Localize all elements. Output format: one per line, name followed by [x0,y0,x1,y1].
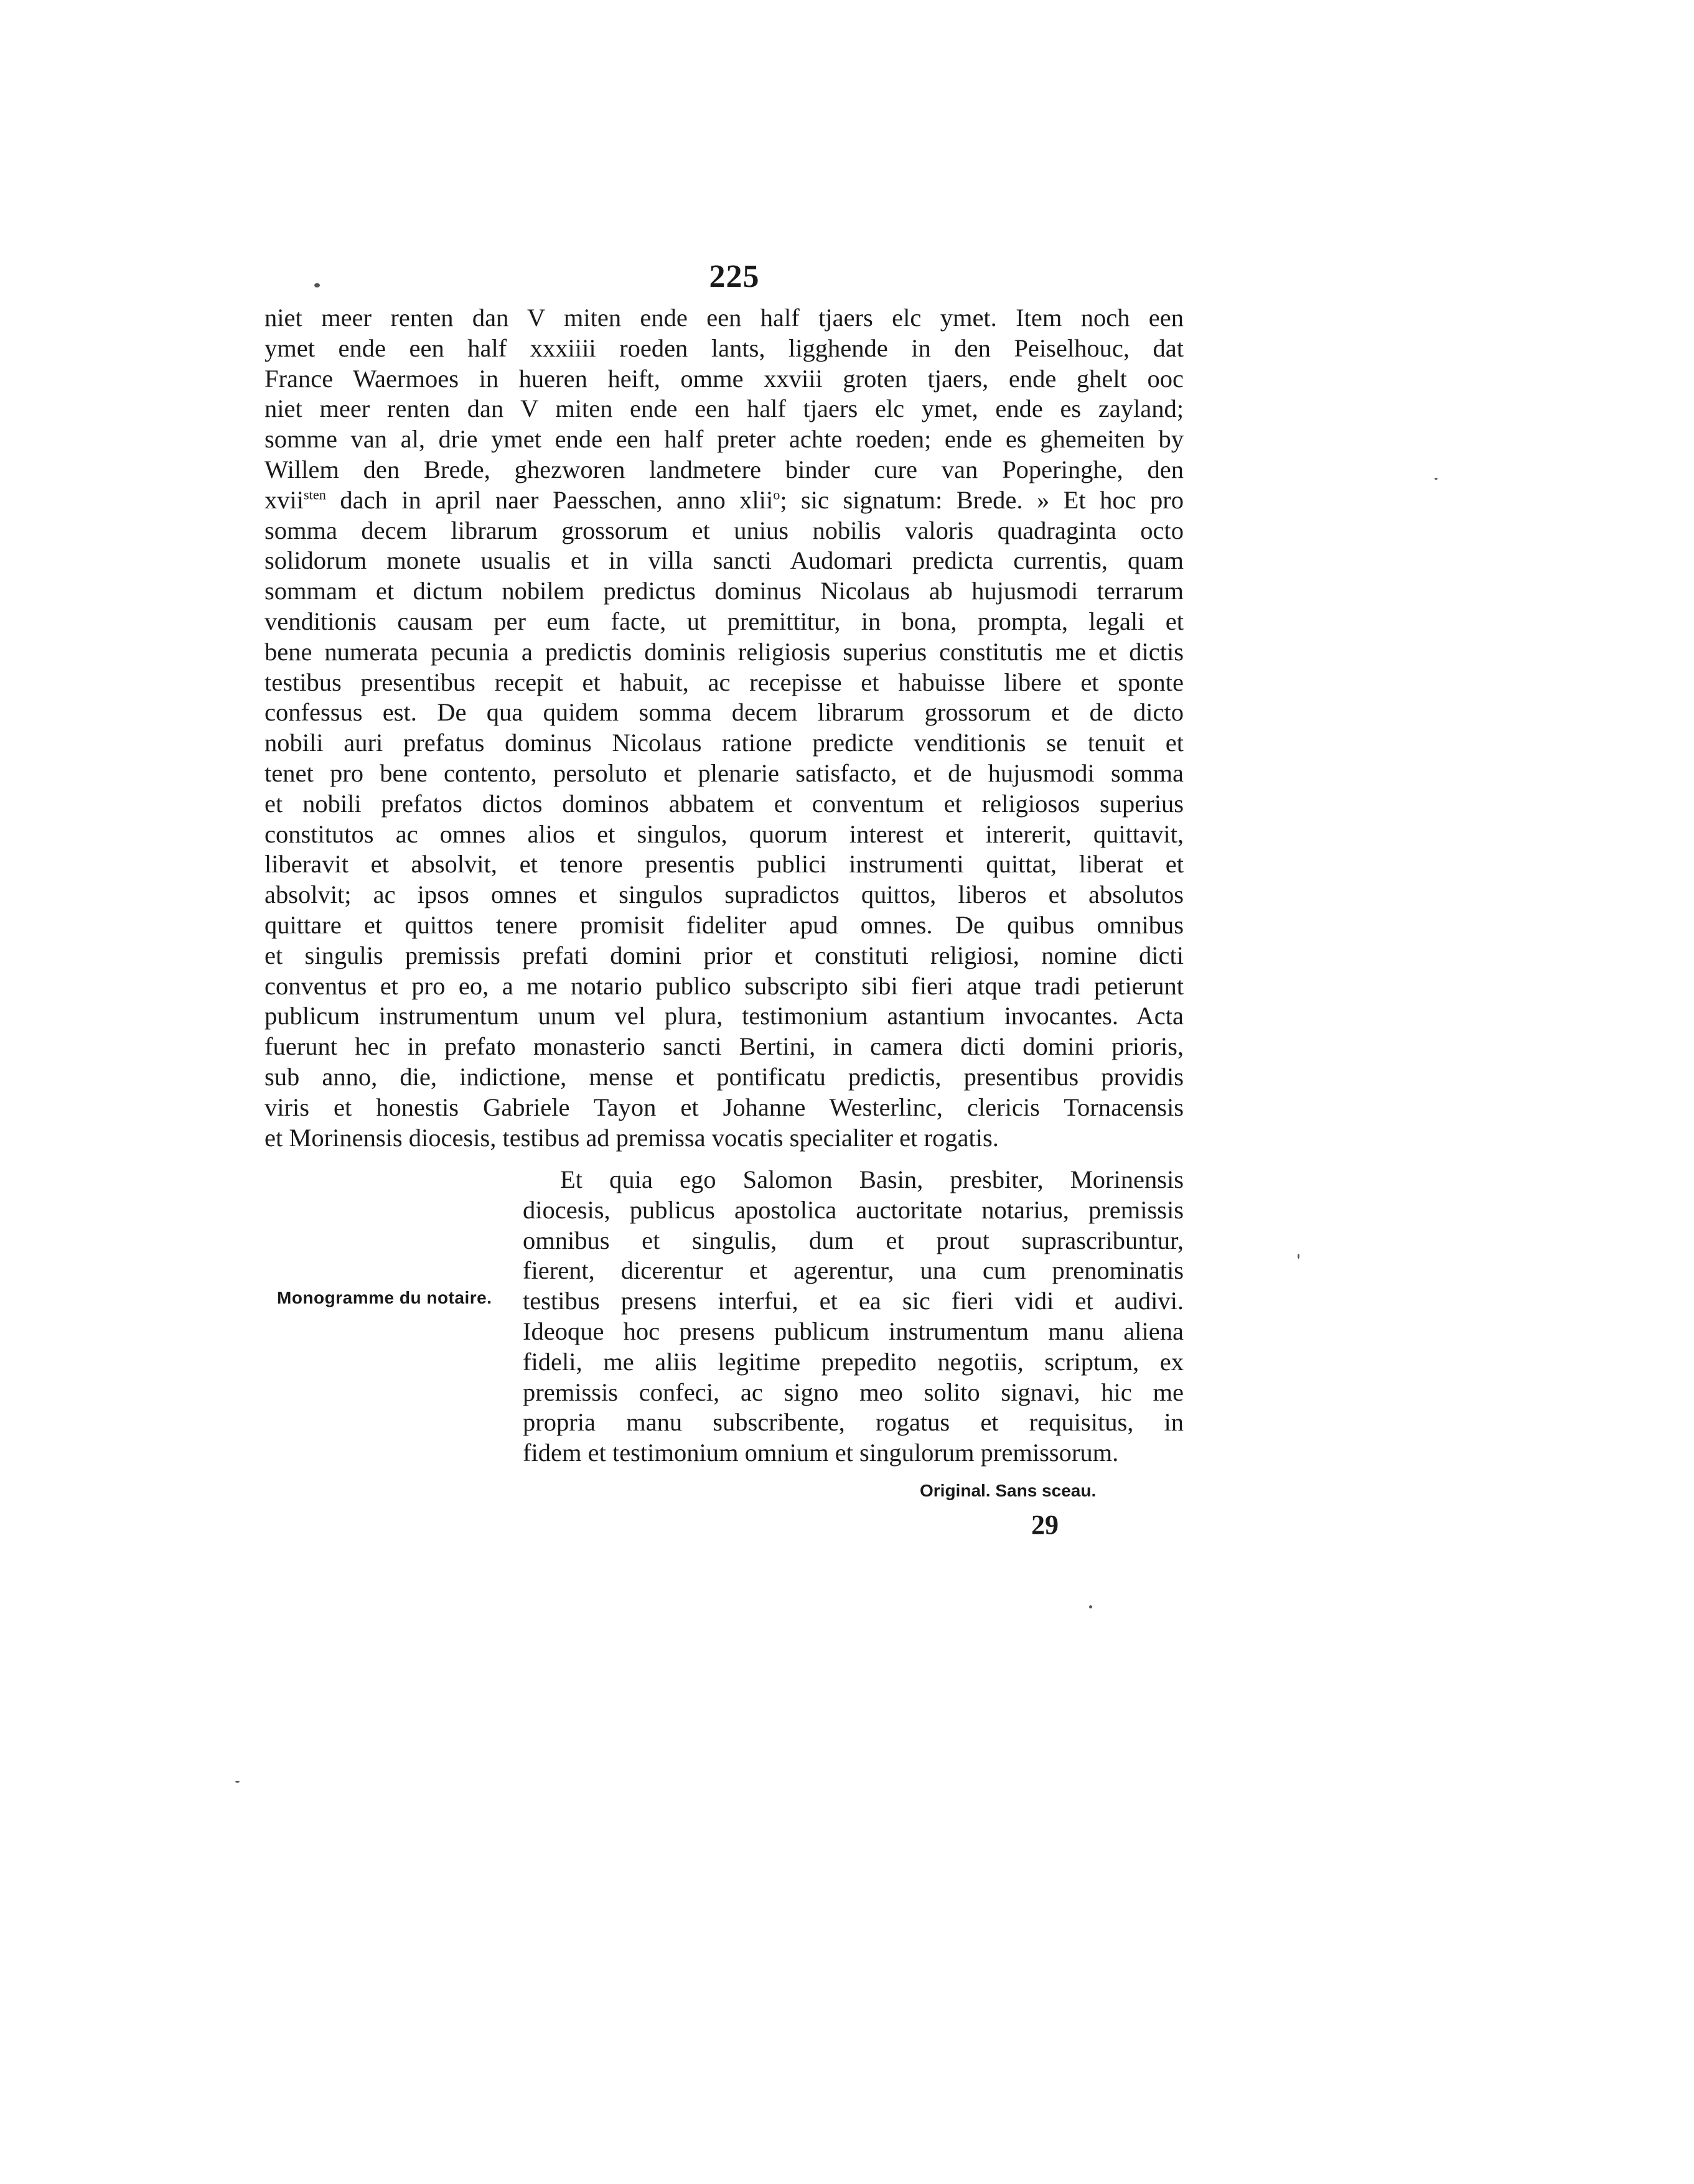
text-line: nobili auri prefatus dominus Nicolaus ratione predicte venditionis se tenuit et [264,729,1184,757]
text-line: niet meer renten dan V miten ende een half tjaers elc ymet, ende es zayland; [264,394,1184,423]
text-line: somma decem librarum grossorum et unius nobilis valoris quadraginta octo [264,516,1184,544]
text-line: somme van al, drie ymet ende een half preter achte roeden; ende es ghemeiten by [264,425,1184,454]
text-line-with-superscript [264,485,1184,516]
superscript: sten [304,487,326,503]
text-fragment: xvii [264,485,304,514]
text-line: Ideoque hoc presens publicum instrumentum manu aliena [523,1317,1184,1345]
source-note: Original. Sans sceau. [920,1481,1097,1500]
text-line: fidem et testimonium omnium et singulorum premissorum. [523,1439,1119,1467]
notary-attestation [523,1165,1184,1468]
text-line: confessus est. De qua quidem somma decem librarum grossorum et de dicto [264,698,1184,727]
text-line: diocesis, publicus apostolica auctoritate notarius, premissis [523,1195,1184,1224]
text-line: venditionis causam per eum facte, ut premittitur, in bona, prompta, legali et [264,607,1184,635]
monogram-note: Monogramme du notaire. [277,1288,492,1307]
text-line: solidorum monete usualis et in villa sancti Audomari predicta currentis, quam [264,546,1184,575]
text-line: constitutos ac omnes alios et singulos, quorum interest et intererit, quittavit, [264,819,1184,848]
text-line: France Waermoes in hueren heift, omme xxviii groten tjaers, ende ghelt ooc [264,364,1184,393]
scan-speck [1298,1254,1299,1259]
text-line: fuerunt hec in prefato monasterio sancti Bertini, in camera dicti domini prioris, [264,1032,1184,1061]
text-line: bene numerata pecunia a predictis dominis religiosis superius constitutis me et dictis [264,637,1184,666]
text-line: niet meer renten dan V miten ende een half tjaers elc ymet. Item noch een [264,304,1184,332]
text-line: sub anno, die, indictione, mense et pontificatu predictis, presentibus providis [264,1062,1184,1091]
main-text-block [264,303,1184,1153]
text-fragment: ; sic signatum: Brede. » Et hoc pro [780,485,1184,514]
text-line: absolvit; ac ipsos omnes et singulos supradictos quittos, liberos et absolutos [264,880,1184,909]
text-line: premissis confeci, ac signo meo solito signavi, hic me [523,1378,1184,1406]
text-line: propria manu subscribente, rogatus et requisitus, in [523,1408,1184,1437]
text-line: ymet ende een half xxxiiii roeden lants, ligghende in den Peiselhouc, dat [264,334,1184,362]
text-line: tenet pro bene contento, persoluto et plenarie satisfacto, et de hujusmodi somma [264,758,1184,787]
text-line: et Morinensis diocesis, testibus ad premissa vocatis specialiter et rogatis. [264,1123,999,1152]
scan-speck [1089,1605,1092,1608]
page-number: 225 [709,259,760,294]
text-line: omnibus et singulis, dum et prout suprascribuntur, [523,1226,1184,1254]
text-line: publicum instrumentum unum vel plura, testimonium astantium invocantes. Acta [264,1002,1184,1030]
scan-speck [235,1781,240,1783]
text-line: et singulis premissis prefati domini prior et constituti religiosi, nomine dicti [264,941,1184,969]
text-line: conventus et pro eo, a me notario publico subscripto sibi fieri atque tradi petierunt [264,971,1184,1000]
text-line: testibus presens interfui, et ea sic fieri vidi et audivi. [523,1287,1184,1315]
text-line: Willem den Brede, ghezworen landmetere binder cure van Poperinghe, den [264,455,1184,483]
superscript: o [773,487,780,503]
text-line: fierent, dicerentur et agerentur, una cum prenominatis [523,1256,1184,1285]
scan-speck [314,283,320,287]
text-line: testibus presentibus recepit et habuit, ac recepisse et habuisse libere et sponte [264,668,1184,696]
text-line: et nobili prefatos dictos dominos abbatem et conventum et religiosos superius [264,789,1184,818]
text-line: liberavit et absolvit, et tenore presentis publici instrumenti quittat, liberat et [264,850,1184,879]
text-line: quittare et quittos tenere promisit fideliter apud omnes. De quibus omnibus [264,910,1184,939]
text-line: fideli, me aliis legitime prepedito negotiis, scriptum, ex [523,1347,1184,1376]
document-number: 29 [1031,1510,1059,1540]
text-line: viris et honestis Gabriele Tayon et Johanne Westerlinc, clericis Tornacensis [264,1093,1184,1121]
scan-speck [1434,478,1438,480]
text-line: sommam et dictum nobilem predictus dominus Nicolaus ab hujusmodi terrarum [264,577,1184,605]
text-fragment: dach in april naer Paesschen, anno xlii [325,485,774,514]
text-line: Et quia ego Salomon Basin, presbiter, Morinensis [560,1165,1184,1193]
